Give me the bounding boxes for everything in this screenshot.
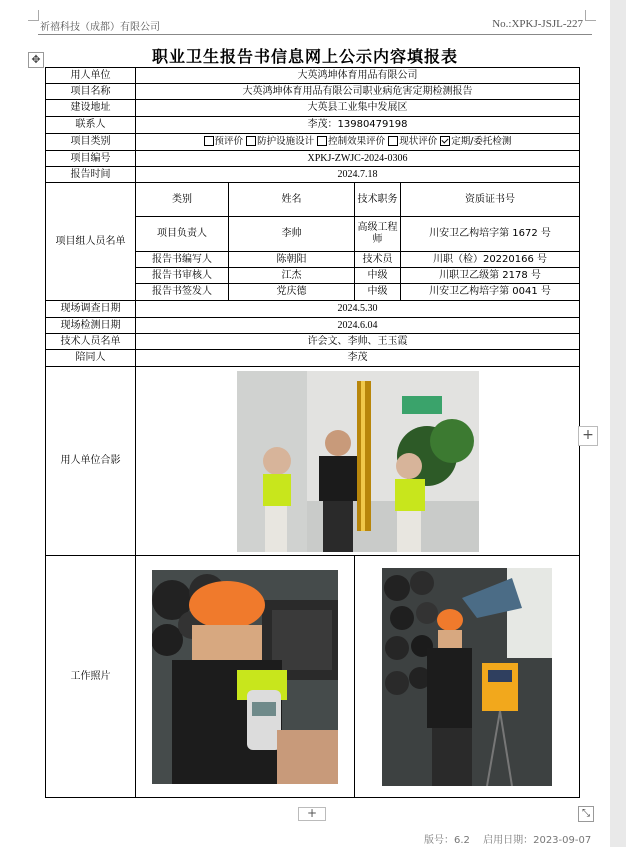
member-cert[interactable]: 川安卫乙构培字第 1672 号 xyxy=(401,217,580,252)
member-cert[interactable]: 川安卫乙构培字第 0041 号 xyxy=(401,284,580,301)
page-corner-mark xyxy=(28,10,39,21)
member-role: 报告书签发人 xyxy=(136,284,229,301)
checkbox-option[interactable] xyxy=(440,136,511,147)
group-photo-image xyxy=(237,371,479,552)
table-row xyxy=(46,183,580,217)
value-project-name[interactable]: 大英鸿坤体育用品有限公司职业病危害定期检测报告 xyxy=(136,84,580,100)
value-report-date[interactable]: 2024.7.18 xyxy=(136,167,580,183)
label-tech-staff: 技术人员名单 xyxy=(46,334,136,350)
checkbox-option[interactable] xyxy=(317,136,385,147)
add-row-button[interactable]: + xyxy=(298,807,326,821)
member-name[interactable]: 李帅 xyxy=(229,217,355,252)
table-row xyxy=(46,134,580,151)
header-doc-number: No.:XPKJ-JSJL-227 xyxy=(492,18,583,30)
team-header-title: 技术职务 xyxy=(355,183,401,217)
value-contact[interactable]: 李茂：13980479198 xyxy=(136,117,580,134)
member-title[interactable]: 高级工程师 xyxy=(355,217,401,252)
label-group-photo: 用人单位合影 xyxy=(46,367,136,556)
footer-version: 版号：6.2 xyxy=(424,835,470,846)
label-team: 项目组人员名单 xyxy=(46,183,136,301)
label-contact: 联系人 xyxy=(46,117,136,134)
label-category: 项目类别 xyxy=(46,134,136,151)
table-row xyxy=(46,556,580,798)
table-resize-icon[interactable]: ⤡ xyxy=(578,806,594,822)
checked-checkbox-icon[interactable] xyxy=(440,136,450,146)
member-title[interactable]: 中级 xyxy=(355,268,401,284)
label-report-date: 报告时间 xyxy=(46,167,136,183)
option-label: 定期/委托检测 xyxy=(451,136,512,147)
team-header-role: 类别 xyxy=(136,183,229,217)
team-header-name: 姓名 xyxy=(229,183,355,217)
table-row xyxy=(46,100,580,117)
page-footer xyxy=(424,831,601,846)
table-row xyxy=(46,350,580,367)
work-photo-cell-left xyxy=(136,556,355,798)
add-column-button[interactable]: + xyxy=(578,426,598,446)
option-label: 控制效果评价 xyxy=(328,136,386,147)
page-corner-mark xyxy=(585,10,596,21)
checkbox-icon[interactable] xyxy=(204,136,214,146)
header-rule xyxy=(38,34,592,35)
table-row xyxy=(46,167,580,183)
value-escort[interactable]: 李茂 xyxy=(136,350,580,367)
value-tech-staff[interactable]: 许会文、李帅、王玉霞 xyxy=(136,334,580,350)
member-role: 报告书审核人 xyxy=(136,268,229,284)
option-label: 现状评价 xyxy=(399,136,438,147)
disclosure-form-table xyxy=(45,67,580,798)
checkbox-option[interactable] xyxy=(246,136,314,147)
header-company: 祈禧科技（成都）有限公司 xyxy=(40,22,160,33)
member-role: 报告书编写人 xyxy=(136,252,229,268)
work-photo-right[interactable] xyxy=(382,568,552,786)
label-employer: 用人单位 xyxy=(46,68,136,84)
category-options xyxy=(136,134,580,151)
label-test-date: 现场检测日期 xyxy=(46,318,136,334)
checkbox-option[interactable] xyxy=(204,136,244,147)
label-work-photos: 工作照片 xyxy=(46,556,136,798)
value-test-date[interactable]: 2024.6.04 xyxy=(136,318,580,334)
label-address: 建设地址 xyxy=(46,100,136,117)
table-row xyxy=(46,334,580,350)
work-photo-cell-right xyxy=(355,556,580,798)
option-label: 预评价 xyxy=(214,136,244,147)
checkbox-icon[interactable] xyxy=(388,136,398,146)
footer-date: 启用日期：2023-09-07 xyxy=(483,835,592,846)
table-row xyxy=(46,367,580,556)
table-row xyxy=(46,84,580,100)
table-row xyxy=(46,151,580,167)
group-photo-cell xyxy=(136,367,580,556)
member-name[interactable]: 陈朝阳 xyxy=(229,252,355,268)
member-cert[interactable]: 川职（检）20220166 号 xyxy=(401,252,580,268)
member-title[interactable]: 技术员 xyxy=(355,252,401,268)
member-role: 项目负责人 xyxy=(136,217,229,252)
page-title: 职业卫生报告书信息网上公示内容填报表 xyxy=(151,47,458,66)
label-project-no: 项目编号 xyxy=(46,151,136,167)
checkbox-option[interactable] xyxy=(388,136,437,147)
member-name[interactable]: 江杰 xyxy=(229,268,355,284)
table-row xyxy=(46,301,580,318)
member-title[interactable]: 中级 xyxy=(355,284,401,301)
option-label: 防护设施设计 xyxy=(257,136,315,147)
checkbox-icon[interactable] xyxy=(317,136,327,146)
label-escort: 陪同人 xyxy=(46,350,136,367)
value-employer[interactable]: 大英鸿坤体育用品有限公司 xyxy=(136,68,580,84)
table-move-handle-icon[interactable]: ✥ xyxy=(28,52,44,68)
team-header-cert: 资质证书号 xyxy=(401,183,580,217)
group-photo[interactable] xyxy=(237,371,479,552)
member-name[interactable]: 党庆德 xyxy=(229,284,355,301)
member-cert[interactable]: 川职卫乙级第 2178 号 xyxy=(401,268,580,284)
value-address[interactable]: 大英县工业集中发展区 xyxy=(136,100,580,117)
value-project-no[interactable]: XPKJ-ZWJC-2024-0306 xyxy=(136,151,580,167)
table-row xyxy=(46,318,580,334)
work-photo-left[interactable] xyxy=(152,570,338,784)
table-row xyxy=(46,117,580,134)
work-photo-right-image xyxy=(382,568,552,786)
work-photo-left-image xyxy=(152,570,338,784)
value-survey-date[interactable]: 2024.5.30 xyxy=(136,301,580,318)
label-project-name: 项目名称 xyxy=(46,84,136,100)
label-survey-date: 现场调查日期 xyxy=(46,301,136,318)
table-row xyxy=(46,68,580,84)
checkbox-icon[interactable] xyxy=(246,136,256,146)
